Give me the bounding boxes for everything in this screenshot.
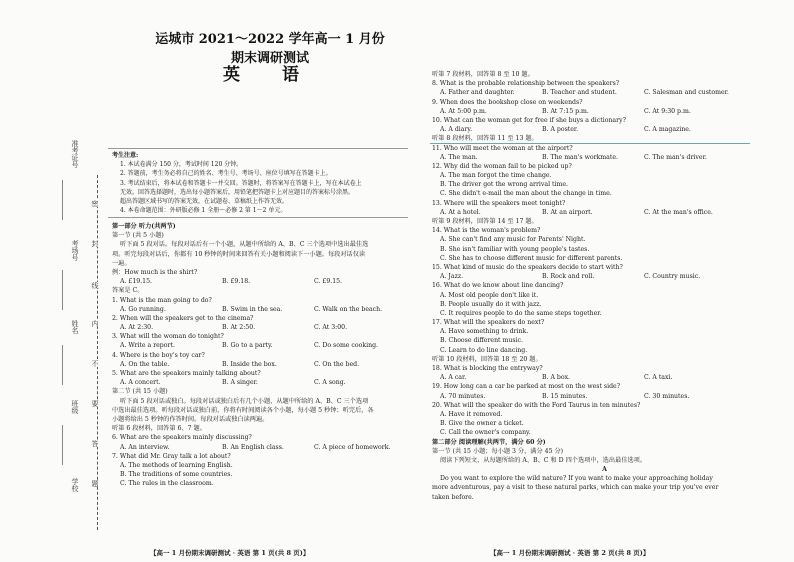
option: B. At an airport. bbox=[541, 208, 593, 216]
notice-item: 3. 考试结束后，将本试卷和答题卡一并交回。答题时，将答案写在答题卡上，写在本试卷上 bbox=[120, 179, 362, 187]
divider-line bbox=[430, 143, 750, 144]
question-options bbox=[432, 392, 777, 401]
option: B. A singer. bbox=[221, 379, 258, 387]
question-stem: 20. What will the speaker do with the Ford Taurus in ten minutes? bbox=[432, 401, 641, 409]
option: B. The driver got the wrong arrival time. bbox=[440, 181, 569, 189]
seal-char: 不 bbox=[91, 360, 99, 367]
question-options bbox=[112, 443, 412, 452]
option: B. Rock and roll. bbox=[541, 273, 595, 281]
option: C. She has to choose different music for different parents. bbox=[440, 254, 623, 262]
question-stem: 18. What is blocking the entryway? bbox=[432, 365, 543, 372]
option: C. Learn to do line dancing. bbox=[440, 346, 528, 354]
section-instructions: 阅读下列短文，从每题所给的 A、B、C 和 D 四个选项中，选出最佳选项。 bbox=[440, 456, 647, 464]
option: B. She isn't familiar with young people's tastes. bbox=[440, 245, 590, 253]
passage-text: Do you want to explore the wild nature? If you want to make your approaching holiday bbox=[440, 475, 713, 483]
question-options bbox=[112, 305, 412, 314]
section-instructions: 小题将给出 5 秒钟的作答时间。每段对话或独白读两遍。 bbox=[112, 415, 269, 423]
option: B. Go to a party. bbox=[221, 342, 273, 350]
section-heading: 第二节 (共 15 小题) bbox=[112, 388, 168, 396]
option: C. On the bed. bbox=[313, 360, 360, 368]
notice-item: 1. 本试卷满分 150 分，考试时间 120 分钟。 bbox=[120, 161, 243, 169]
section-heading: 第一节 (共 15 小题；每小题 3 分，满分 45 分) bbox=[432, 447, 564, 455]
option: B. The traditions of some countries. bbox=[120, 471, 233, 479]
option: C. It requires people to do the same steps together. bbox=[440, 309, 602, 317]
example-answer: 答案是 C。 bbox=[112, 287, 144, 295]
option: A. Have something to drink. bbox=[440, 328, 529, 336]
section-instructions: 听下面 5 段对话或独白。每段对话或独白后有几个小题，从题中所给的 A、B、C 三个选项 bbox=[120, 397, 369, 405]
part-heading: 第二部分 阅读理解(共两节，满分 60 分) bbox=[432, 438, 546, 446]
seal-char: 密 bbox=[91, 200, 99, 207]
option: B. The man's workmate. bbox=[541, 153, 618, 161]
seal-char: 内 bbox=[91, 320, 99, 327]
seal-char: 题 bbox=[91, 480, 99, 487]
option: C. The rules in the classroom. bbox=[120, 480, 214, 488]
margin-label-exam-number: 准考证号 bbox=[71, 140, 79, 168]
question-options bbox=[432, 125, 777, 134]
option: A. A diary. bbox=[440, 126, 473, 134]
option: A. On the table. bbox=[120, 360, 170, 368]
right-column bbox=[432, 70, 777, 502]
notice-box bbox=[108, 148, 408, 218]
material-heading: 听第 10 段材料，回答第 18 至 20 题。 bbox=[432, 355, 542, 363]
option: C. Salesman and customer. bbox=[643, 89, 729, 97]
passage-text: taken before. bbox=[432, 493, 474, 501]
notice-item: 超出答题区域书写的答案无效，在试题卷、草稿纸上作答无效。 bbox=[120, 197, 289, 205]
margin-line bbox=[62, 270, 63, 310]
notice-heading: 考生注意: bbox=[112, 152, 139, 159]
question-stem: 3. What will the woman do tonight? bbox=[112, 333, 224, 341]
option: A. £19.15. bbox=[120, 278, 153, 286]
margin-label-name: 姓名 bbox=[71, 320, 79, 334]
question-stem: 17. What will the speakers do next? bbox=[432, 319, 545, 327]
option: B. A box. bbox=[541, 374, 571, 382]
option: B. 15 minutes. bbox=[541, 392, 588, 400]
option: C. A taxi. bbox=[643, 374, 673, 382]
question-options bbox=[432, 208, 777, 217]
option: C. 30 minutes. bbox=[643, 392, 690, 400]
option: A. Go running. bbox=[120, 305, 166, 313]
example-options bbox=[112, 277, 412, 286]
margin-label-room: 考场号 bbox=[71, 240, 79, 261]
example-question: 例：How much is the shirt? bbox=[112, 268, 198, 276]
option: A. At 2:30. bbox=[120, 324, 154, 332]
material-heading: 听第 8 段材料，回答第 11 至 13 题。 bbox=[432, 135, 538, 143]
option: B. Inside the box. bbox=[221, 360, 277, 368]
option: A. At a hotel. bbox=[440, 208, 481, 216]
page-footer-left: 【高一 1 月份期末调研测试 · 英语 第 1 页(共 8 页)】 bbox=[150, 549, 310, 557]
question-options bbox=[112, 341, 412, 350]
question-stem: 12. Why did the woman fail to be picked up? bbox=[432, 162, 572, 170]
option: A. Father and daughter. bbox=[440, 89, 515, 97]
question-options bbox=[432, 153, 777, 162]
option: B. Choose different music. bbox=[440, 337, 523, 345]
seal-char: 答 bbox=[91, 440, 99, 447]
section-instructions: 项。听完每段对话后，你都有 10 秒钟的时间来回答有关小题和阅读下一小题。每段对话仅读 bbox=[112, 250, 366, 258]
question-options bbox=[432, 373, 777, 382]
question-stem: 14. What is the woman's problem? bbox=[432, 227, 541, 235]
option: B. At 2:50. bbox=[221, 324, 256, 332]
question-options bbox=[112, 323, 412, 332]
option: A. An interview. bbox=[120, 443, 170, 451]
margin-label-school: 学校 bbox=[71, 478, 79, 492]
question-stem: 15. What kind of music do the speakers decide to start with? bbox=[432, 263, 623, 271]
option: C. She didn't e-mail the man about the change in time. bbox=[440, 190, 612, 198]
question-stem: 13. Where will the speakers meet tonight? bbox=[432, 199, 566, 207]
passage-letter: A bbox=[602, 466, 607, 474]
option: A. Most old people don't like it. bbox=[440, 291, 539, 299]
seal-char: 封 bbox=[91, 240, 99, 247]
question-stem: 5. What are the speakers mainly talking about? bbox=[112, 370, 261, 377]
option: A. The man. bbox=[440, 153, 478, 161]
option: C. At 9:30 p.m. bbox=[643, 107, 691, 115]
option: A. A concert. bbox=[120, 379, 161, 387]
question-stem: 6. What are the speakers mainly discussing? bbox=[112, 434, 252, 442]
option: C. At 3:00. bbox=[313, 324, 348, 332]
question-stem: 1. What is the man going to do? bbox=[112, 296, 212, 304]
question-stem: 19. How long can a car be parked at most on the west side? bbox=[432, 383, 621, 391]
option: A. Have it removed. bbox=[440, 410, 503, 418]
option: C. Call the owner's company. bbox=[440, 429, 531, 437]
question-stem: 16. What do we know about line dancing? bbox=[432, 282, 564, 290]
material-heading: 听第 9 段材料，回答第 14 至 17 题。 bbox=[432, 218, 538, 225]
option: C. Do some cooking. bbox=[313, 342, 378, 350]
option: B. At 7:15 p.m. bbox=[541, 107, 589, 115]
option: B. People usually do it with jazz. bbox=[440, 300, 542, 308]
question-options bbox=[112, 378, 412, 387]
option: C. At the man's office. bbox=[643, 208, 713, 216]
margin-line bbox=[62, 425, 63, 465]
margin-line bbox=[62, 180, 63, 220]
section-instructions: 一遍。 bbox=[112, 259, 131, 267]
seal-char: 线 bbox=[91, 282, 99, 289]
seal-line bbox=[97, 175, 98, 530]
option: B. Teacher and student. bbox=[541, 89, 617, 97]
section-instructions: 中选出最佳选项。听每段对话或独白前，你将有时间阅读各个小题，每小题 5 秒钟；听完后，各 bbox=[112, 406, 374, 414]
option: A. The man forgot the time change. bbox=[440, 172, 552, 180]
option: A. 70 minutes. bbox=[440, 392, 486, 400]
option: A. Jazz. bbox=[440, 273, 464, 281]
notice-item: 4. 本卷命题范围：外研版必修 1 全册～必修 2 第 1～2 单元。 bbox=[120, 207, 287, 215]
passage-text: more adventurous, pay a visit to these natural parks, which can make your trip you've ever bbox=[432, 484, 719, 492]
option: B. A poster. bbox=[541, 126, 579, 134]
option: B. Swim in the sea. bbox=[221, 305, 283, 313]
option: C. £9.15. bbox=[313, 278, 343, 286]
option: A. She can't find any music for Parents' Night. bbox=[440, 236, 586, 244]
option: A. At 5:00 p.m. bbox=[440, 107, 487, 115]
notice-item: 2. 答题前，考生务必将自己的姓名、考生号、考场号、座位号填写在答题卡上。 bbox=[120, 170, 332, 178]
binding-margin bbox=[0, 0, 100, 562]
question-stem: 10. What can the woman get for free if she buys a dictionary? bbox=[432, 116, 626, 124]
question-options bbox=[432, 272, 777, 281]
option: C. A piece of homework. bbox=[313, 443, 391, 451]
exam-subject: 英 语 bbox=[223, 65, 317, 85]
exam-title: 运城市 2021～2022 学年高一 1 月份期末调研测试 bbox=[155, 32, 385, 66]
question-options bbox=[112, 360, 412, 369]
question-stem: 8. What is the probable relationship between the speakers? bbox=[432, 80, 620, 88]
section-instructions: 听下面 5 段对话。每段对话后有一个小题，从题中所给的 A、B、C 三个选项中选出最佳选 bbox=[120, 241, 369, 249]
option: A. Write a report. bbox=[120, 342, 175, 350]
question-options bbox=[432, 88, 777, 97]
seal-char: 要 bbox=[91, 400, 99, 407]
option: C. A magazine. bbox=[643, 126, 691, 134]
material-heading: 听第 6 段材料，回答第 6、7 题。 bbox=[112, 425, 206, 433]
option: A. The methods of learning English. bbox=[120, 461, 233, 469]
option: C. Country music. bbox=[643, 273, 701, 281]
question-stem: 9. When does the bookshop close on weekends? bbox=[432, 98, 583, 106]
margin-label-class: 班级 bbox=[71, 400, 79, 414]
option: C. Walk on the beach. bbox=[313, 305, 383, 313]
material-heading: 听第 7 段材料，回答第 8 至 10 题。 bbox=[432, 71, 534, 78]
question-stem: 4. Where is the boy's toy car? bbox=[112, 351, 205, 359]
question-stem: 2. When will the speakers get to the cinema? bbox=[112, 314, 254, 322]
option: C. A song. bbox=[313, 379, 346, 387]
left-column bbox=[112, 222, 412, 488]
option: B. An English class. bbox=[221, 443, 284, 451]
option: C. The man's driver. bbox=[643, 153, 707, 161]
option: B. £9.18. bbox=[221, 278, 251, 286]
page-footer-right: 【高一 1 月份期末调研测试 · 英语 第 2 页(共 8 页)】 bbox=[490, 549, 650, 557]
option: A. A car. bbox=[440, 374, 467, 382]
section-heading: 第一节 (共 5 小题) bbox=[112, 232, 164, 240]
question-options bbox=[432, 107, 777, 116]
margin-line bbox=[62, 345, 63, 385]
question-stem: 11. Who will meet the woman at the airport? bbox=[432, 144, 573, 152]
part-heading: 第一部分 听力(共两节) bbox=[112, 223, 176, 230]
notice-item: 无效。回答选择题时，选出每小题答案后，用铅笔把答题卡上对应题目的答案标号涂黑。 bbox=[120, 188, 355, 196]
question-stem: 7. What did Mr. Gray talk a lot about? bbox=[112, 452, 231, 460]
option: B. Give the owner a ticket. bbox=[440, 420, 524, 428]
